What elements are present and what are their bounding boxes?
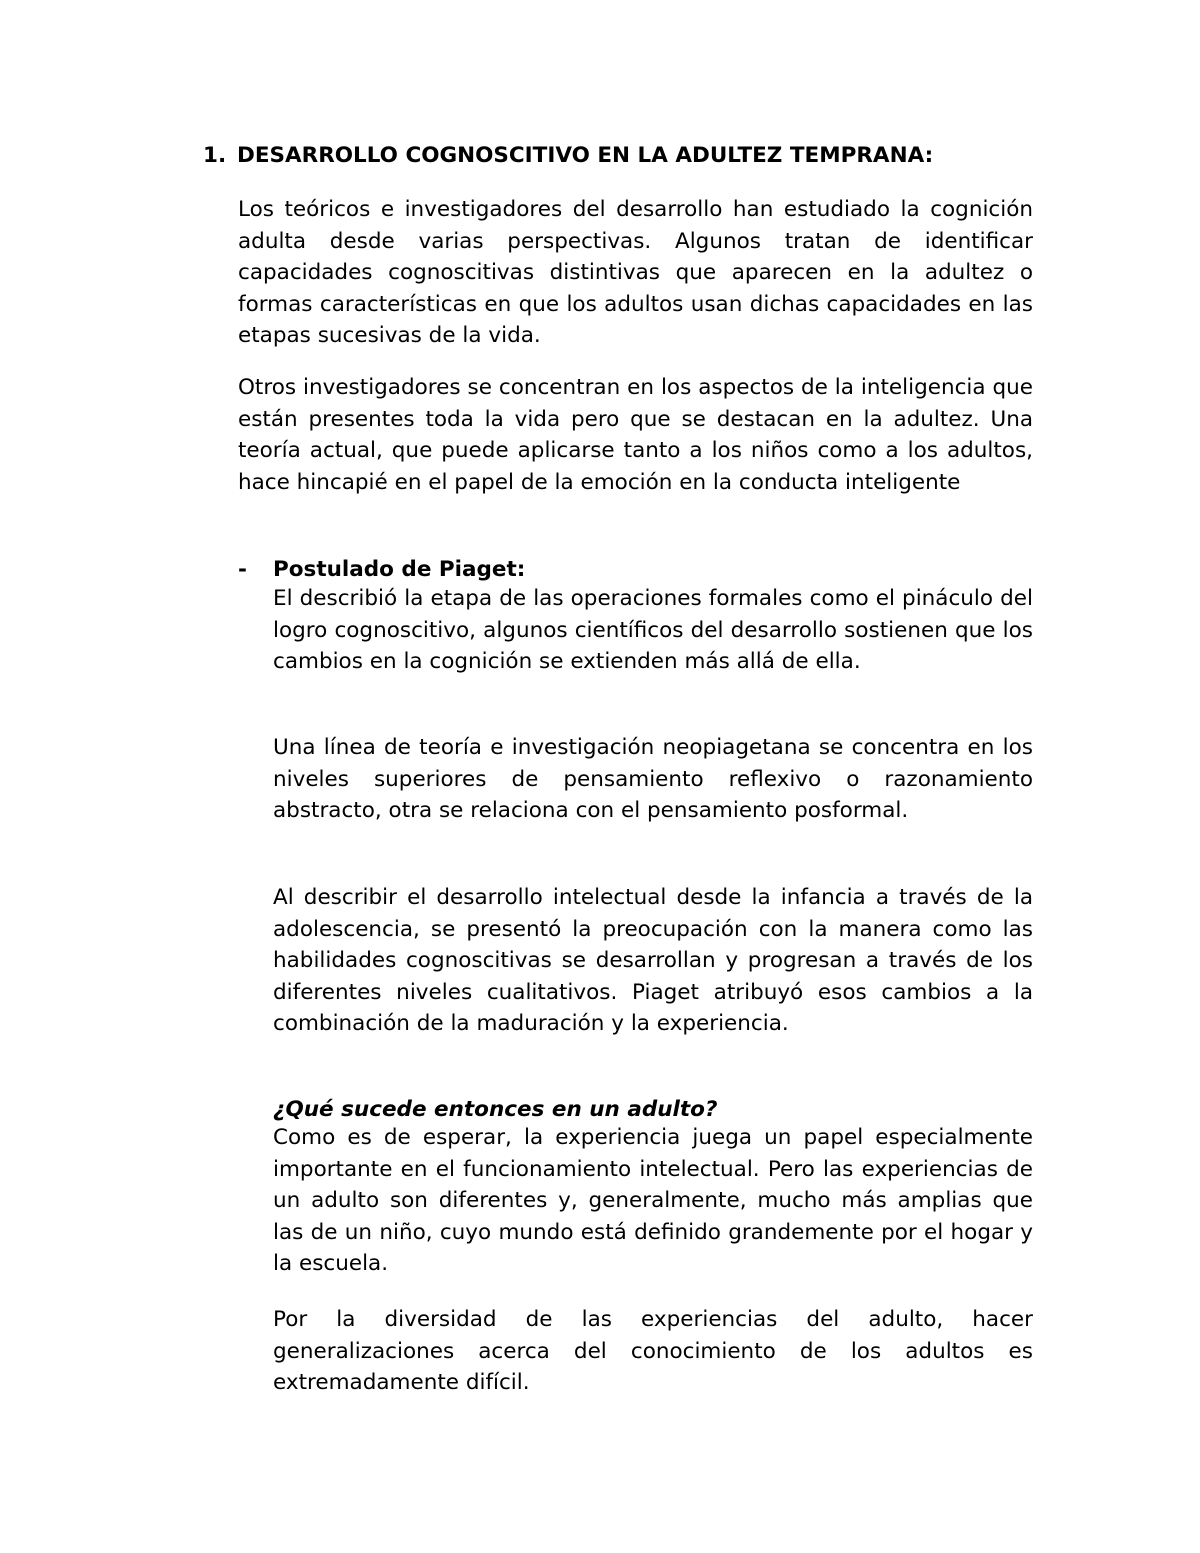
section-number: 1. [203, 143, 227, 168]
adult-paragraph-2: Por la diversidad de las experiencias del adulto, hacer generalizaciones acerca del conocimiento de los adultos es extremadamente difícil. [273, 1307, 1033, 1396]
piaget-paragraph-2: Una línea de teoría e investigación neopiagetana se concentra en los niveles superiores de pensamiento reflexivo o razonamiento abstracto, otra se relaciona con el pensamiento posformal. [273, 735, 1033, 824]
piaget-subheading: Postulado de Piaget: [273, 557, 526, 582]
adult-paragraph-1: Como es de esperar, la experiencia juega un papel especialmente importante en el funcionamiento intelectual. Pero las experiencias de un adulto son diferentes y, generalmente, mucho más amplias que las de un niño, cuyo mundo está definido grandemente por el hogar y la escuela. [273, 1125, 1033, 1277]
adult-question-heading: ¿Qué sucede entonces en un adulto? [273, 1097, 718, 1122]
piaget-paragraph-1: El describió la etapa de las operaciones formales como el pináculo del logro cognoscitivo, algunos científicos del desarrollo sostienen que los cambios en la cognición se extienden más allá de ella. [273, 586, 1033, 675]
section-title: DESARROLLO COGNOSCITIVO EN LA ADULTEZ TEMPRANA: [237, 143, 934, 168]
intro-paragraph-2: Otros investigadores se concentran en los aspectos de la inteligencia que están presentes toda la vida pero que se destacan en la adultez. Una teoría actual, que puede aplicarse tanto a los niños como a los adultos, hace hincapié en el papel de la emoción en la conducta inteligente [238, 375, 1033, 495]
bullet-dash: - [238, 557, 247, 582]
piaget-paragraph-3: Al describir el desarrollo intelectual desde la infancia a través de la adolescencia, se presentó la preocupación con la manera como las habilidades cognoscitivas se desarrollan y progresan a través de los diferentes niveles cualitativos. Piaget atribuyó esos cambios a la combinación de la maduración y la experiencia. [273, 885, 1033, 1037]
intro-paragraph-1: Los teóricos e investigadores del desarrollo han estudiado la cognición adulta desde varias perspectivas. Algunos tratan de identificar capacidades cognoscitivas distintivas que aparecen en la adultez o formas características en que los adultos usan dichas capacidades en las etapas sucesivas de la vida. [238, 197, 1033, 349]
section-heading [203, 140, 1033, 172]
